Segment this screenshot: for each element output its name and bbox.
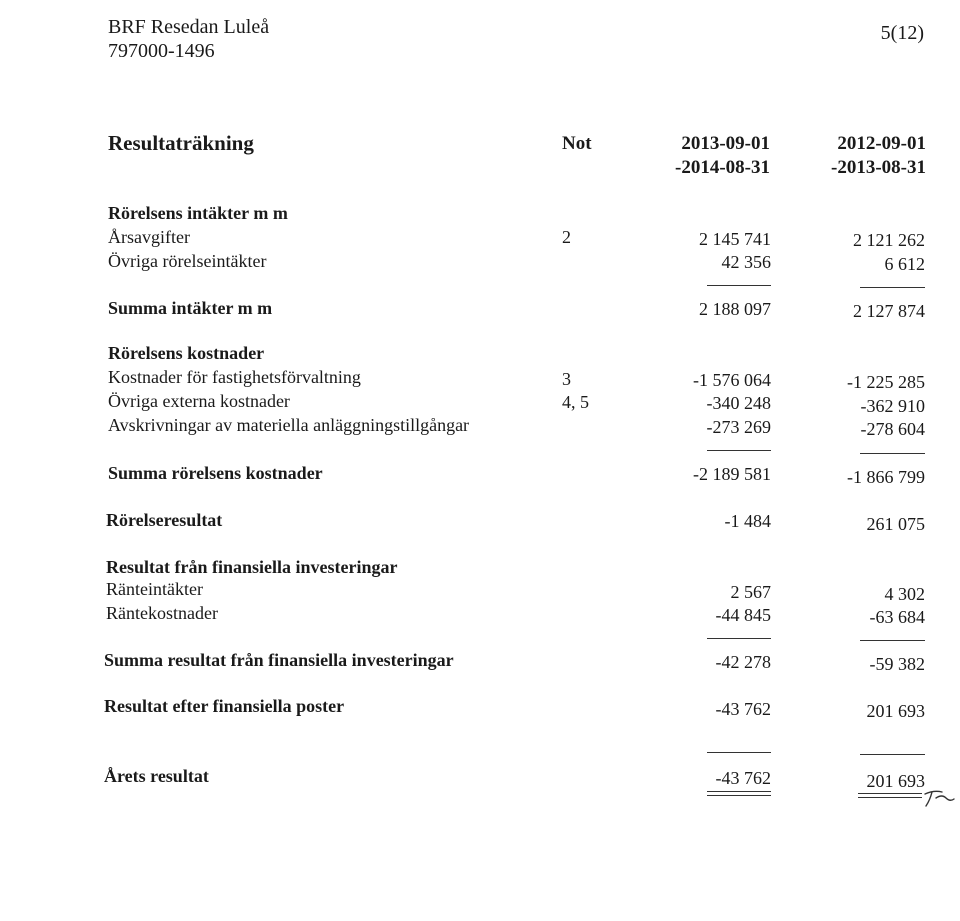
row-label-summa-kostnader: Summa rörelsens kostnader	[108, 463, 323, 483]
row-value-previous-ovriga-intakter: 6 612	[884, 254, 925, 274]
row-value-current-arsavgifter: 2 145 741	[699, 229, 771, 249]
current-period-start: 2013-09-01	[681, 133, 770, 154]
row-value-previous-arets-resultat: 201 693	[866, 771, 925, 791]
organization-name: BRF Resedan Luleå	[108, 16, 270, 38]
previous-period-end: -2013-08-31	[831, 157, 926, 178]
subtotal-rule-current	[707, 638, 771, 639]
double-underline-previous	[858, 793, 922, 798]
row-value-current-summa-kostnader: -2 189 581	[693, 464, 771, 484]
row-value-current-rorelseresultat: -1 484	[724, 511, 771, 531]
row-label-externa: Övriga externa kostnader	[108, 391, 290, 411]
double-underline-current	[707, 791, 771, 796]
row-note-arsavgifter: 2	[562, 227, 571, 247]
row-value-current-arets-resultat: -43 762	[715, 768, 771, 788]
subtotal-rule-previous	[860, 453, 925, 454]
row-value-current-rantekostnader: -44 845	[715, 605, 771, 625]
row-value-previous-rantekostnader: -63 684	[869, 607, 925, 627]
row-value-current-summa-fin: -42 278	[715, 652, 771, 672]
row-value-current-externa: -340 248	[706, 393, 771, 413]
row-value-previous-summa-intakter: 2 127 874	[853, 301, 925, 321]
income-heading: Rörelsens intäkter m m	[108, 203, 288, 223]
subtotal-rule-current	[707, 450, 771, 451]
row-label-ovriga-intakter: Övriga rörelseintäkter	[108, 251, 267, 271]
row-value-previous-efter-fin: 201 693	[866, 701, 925, 721]
row-label-avskrivningar: Avskrivningar av materiella anläggningstillgångar	[108, 415, 470, 435]
handwritten-initials-mark	[922, 784, 956, 810]
row-label-rantekostnader: Räntekostnader	[106, 603, 218, 623]
financial-heading: Resultat från finansiella investeringar	[106, 557, 398, 577]
row-label-arsavgifter: Årsavgifter	[108, 227, 190, 247]
row-label-rorelseresultat: Rörelseresultat	[106, 510, 223, 530]
row-label-ranteintakter: Ränteintäkter	[106, 579, 203, 599]
row-value-previous-summa-fin: -59 382	[869, 654, 925, 674]
row-value-previous-ranteintakter: 4 302	[884, 584, 925, 604]
row-value-previous-arsavgifter: 2 121 262	[853, 230, 925, 250]
subtotal-rule-previous	[860, 287, 925, 288]
row-value-current-ovriga-intakter: 42 356	[721, 252, 771, 272]
previous-period-start: 2012-09-01	[837, 133, 926, 154]
subtotal-rule-previous	[860, 640, 925, 641]
row-value-previous-avskrivningar: -278 604	[860, 419, 925, 439]
row-value-current-fastighetsforvaltning: -1 576 064	[693, 370, 771, 390]
costs-heading: Rörelsens kostnader	[108, 343, 265, 363]
row-label-summa-intakter: Summa intäkter m m	[108, 298, 273, 318]
row-value-previous-rorelseresultat: 261 075	[866, 514, 925, 534]
subtotal-rule-current	[707, 285, 771, 286]
organization-number: 797000-1496	[108, 40, 215, 62]
row-label-arets-resultat: Årets resultat	[104, 766, 209, 786]
row-note-fastighetsforvaltning: 3	[562, 369, 571, 389]
row-value-current-avskrivningar: -273 269	[706, 417, 771, 437]
row-value-current-ranteintakter: 2 567	[730, 582, 771, 602]
total-rule-previous	[860, 754, 925, 755]
row-value-previous-fastighetsforvaltning: -1 225 285	[847, 372, 925, 392]
row-label-summa-fin: Summa resultat från finansiella investeringar	[104, 650, 454, 670]
row-value-current-efter-fin: -43 762	[715, 699, 771, 719]
page-number: 5(12)	[880, 22, 924, 44]
row-label-efter-fin: Resultat efter finansiella poster	[104, 696, 345, 716]
current-period-end: -2014-08-31	[675, 157, 770, 178]
row-value-previous-summa-kostnader: -1 866 799	[847, 467, 925, 487]
statement-title: Resultaträkning	[108, 131, 254, 155]
note-column-header: Not	[562, 133, 592, 154]
row-value-previous-externa: -362 910	[860, 396, 925, 416]
row-value-current-summa-intakter: 2 188 097	[699, 299, 771, 319]
row-label-fastighetsforvaltning: Kostnader för fastighetsförvaltning	[108, 367, 361, 387]
row-note-externa: 4, 5	[562, 392, 589, 412]
total-rule-current	[707, 752, 771, 753]
